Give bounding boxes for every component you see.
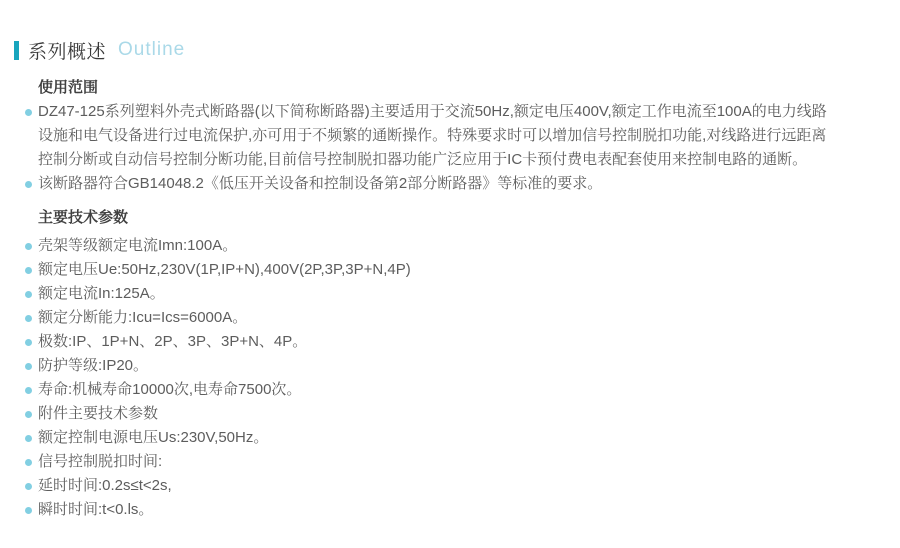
list-item-text: 瞬时时间:t<0.ls。 [38, 501, 154, 518]
list-item-text: 额定分断能力:Icu=Ics=6000A。 [38, 309, 248, 326]
list-item [0, 258, 828, 282]
list-item [0, 378, 828, 402]
list-item [0, 498, 828, 522]
bullet-icon [25, 339, 32, 346]
list-item [0, 172, 828, 196]
parameters-heading: 主要技术参数 [38, 209, 129, 226]
list-item [0, 306, 828, 330]
usage-section [0, 78, 900, 196]
list-item-text: 壳架等级额定电流Imn:100A。 [38, 237, 238, 254]
bullet-icon [25, 291, 32, 298]
list-item-text: 防护等级:IP20。 [38, 357, 149, 374]
bullet-icon [25, 411, 32, 418]
list-item-text: 寿命:机械寿命10000次,电寿命7500次。 [38, 381, 302, 398]
list-item-text: 额定电压Ue:50Hz,230V(1P,IP+N),400V(2P,3P,3P+N,4P) [38, 261, 411, 278]
list-item [0, 354, 828, 378]
bullet-icon [25, 315, 32, 322]
bullet-icon [25, 109, 32, 116]
usage-list [0, 100, 900, 196]
list-item [0, 426, 828, 450]
list-item-text: 延时时间:0.2s≤t<2s, [38, 477, 172, 494]
parameters-list [0, 234, 900, 522]
list-item [0, 402, 828, 426]
list-item [0, 234, 828, 258]
list-item [0, 100, 828, 172]
list-item [0, 450, 828, 474]
list-item-text: DZ47-125系列塑料外壳式断路器(以下简称断路器)主要适用于交流50Hz,额定电压400V,额定工作电流至100A的电力线路设施和电气设备进行过电流保护,亦可用于不频繁的通断操作。特殊要求时可以增加信号控制脱扣功能,对线路进行远距离控制分断或自动信号控制分断功能,目前信号控制脱扣器功能广泛应用于IC卡预付费电表配套使用来控制电路的通断。 [38, 103, 827, 168]
bullet-icon [25, 459, 32, 466]
list-item-text: 极数:IP、1P+N、2P、3P、3P+N、4P。 [38, 333, 308, 350]
accent-bar-icon [14, 41, 19, 60]
list-item-text: 信号控制脱扣时间: [38, 453, 163, 470]
bullet-icon [25, 363, 32, 370]
parameters-section [0, 208, 900, 522]
bullet-icon [25, 181, 32, 188]
list-item-text: 该断路器符合GB14048.2《低压开关设备和控制设备第2部分断路器》等标准的要求。 [38, 175, 603, 192]
section-header [14, 38, 900, 62]
bullet-icon [25, 435, 32, 442]
usage-heading: 使用范围 [38, 79, 99, 96]
list-item-text: 附件主要技术参数 [38, 405, 159, 422]
list-item [0, 282, 828, 306]
bullet-icon [25, 483, 32, 490]
list-item-text: 额定电流In:125A。 [38, 285, 165, 302]
page-title: 系列概述 [28, 41, 107, 63]
bullet-icon [25, 387, 32, 394]
bullet-icon [25, 507, 32, 514]
list-item [0, 330, 828, 354]
bullet-icon [25, 267, 32, 274]
list-item-text: 额定控制电源电压Us:230V,50Hz。 [38, 429, 269, 446]
page-subtitle: Outline [118, 39, 186, 60]
bullet-icon [25, 243, 32, 250]
list-item [0, 474, 828, 498]
